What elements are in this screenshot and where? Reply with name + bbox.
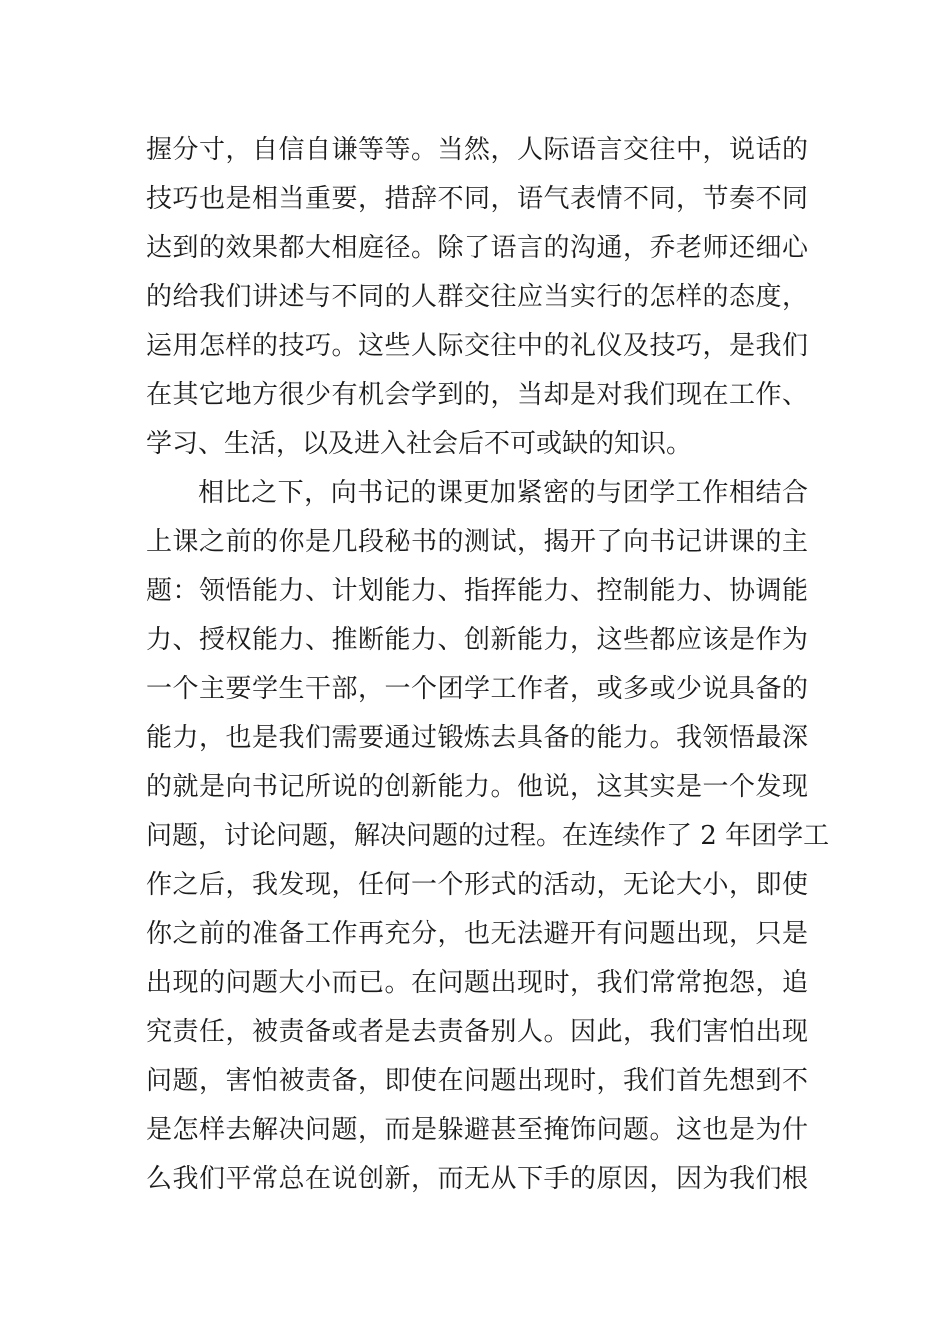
text-line: 的就是向书记所说的创新能力。他说，这其实是一个发现 <box>146 772 808 802</box>
text-line: 你之前的准备工作再充分，也无法避开有问题出现，只是 <box>146 919 808 949</box>
text-line: 么我们平常总在说创新，而无从下手的原因，因为我们根 <box>146 1164 808 1194</box>
text-line: 在其它地方很少有机会学到的，当却是对我们现在工作、 <box>146 380 808 410</box>
text-line: 出现的问题大小而已。在问题出现时，我们常常抱怨，追 <box>146 968 808 998</box>
text-line: 问题，害怕被责备，即使在问题出现时，我们首先想到不 <box>146 1066 808 1096</box>
text-line: 能力，也是我们需要通过锻炼去具备的能力。我领悟最深 <box>146 723 808 753</box>
text-line: 技巧也是相当重要，措辞不同，语气表情不同，节奏不同 <box>146 184 808 214</box>
paragraph-1 <box>146 126 808 469</box>
paragraph-2 <box>146 469 830 1204</box>
text-line: 作之后，我发现，任何一个形式的活动，无论大小，即使 <box>146 870 808 900</box>
document-body <box>146 126 830 1204</box>
text-line: 力、授权能力、推断能力、创新能力，这些都应该是作为 <box>146 625 808 655</box>
text-line: 运用怎样的技巧。这些人际交往中的礼仪及技巧，是我们 <box>146 331 808 361</box>
text-line: 的给我们讲述与不同的人群交往应当实行的怎样的态度， <box>146 282 808 312</box>
text-line: 上课之前的你是几段秘书的测试，揭开了向书记讲课的主 <box>146 527 808 557</box>
text-line: 相比之下，向书记的课更加紧密的与团学工作相结合 <box>198 478 808 508</box>
text-line: 握分寸，自信自谦等等。当然，人际语言交往中，说话的 <box>146 135 808 165</box>
text-line: 问题，讨论问题，解决问题的过程。在连续作了 2 年团学工 <box>146 821 830 851</box>
text-line: 一个主要学生干部，一个团学工作者，或多或少说具备的 <box>146 674 808 704</box>
text-line: 题：领悟能力、计划能力、指挥能力、控制能力、协调能 <box>146 576 808 606</box>
text-line: 是怎样去解决问题，而是躲避甚至掩饰问题。这也是为什 <box>146 1115 808 1145</box>
text-line: 达到的效果都大相庭径。除了语言的沟通，乔老师还细心 <box>146 233 808 263</box>
text-line: 学习、生活，以及进入社会后不可或缺的知识。 <box>146 429 693 459</box>
text-line: 究责任，被责备或者是去责备别人。因此，我们害怕出现 <box>146 1017 808 1047</box>
